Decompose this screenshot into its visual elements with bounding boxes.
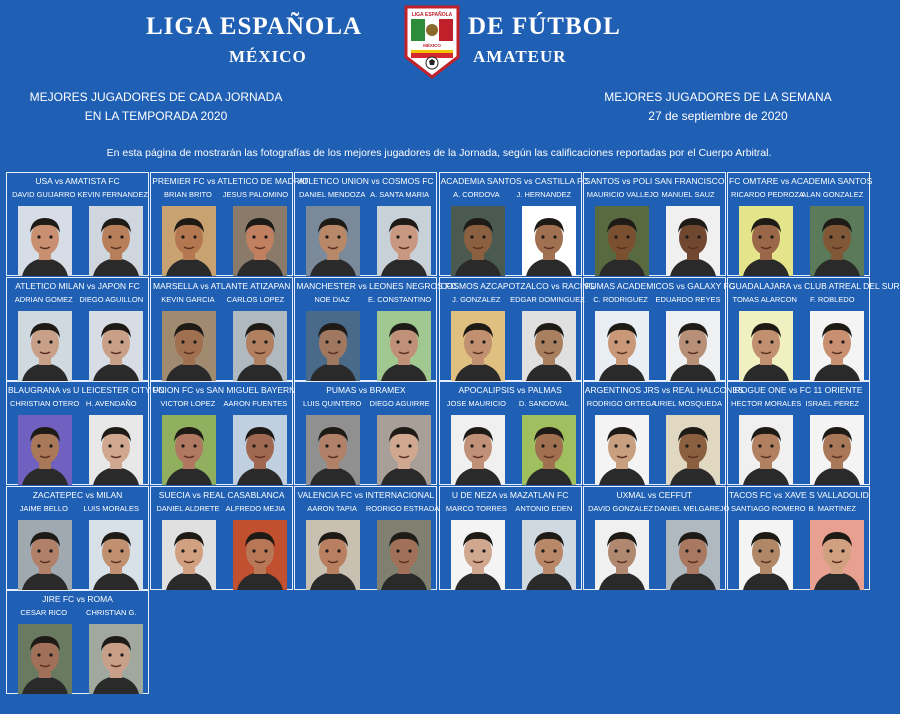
player-names [443,399,578,408]
match-card [6,172,149,276]
player-photo [377,520,431,590]
match-title: JIRE FC vs ROMA [42,594,113,604]
player-names [731,190,866,199]
player-name: JOSE MAURICIO [446,399,506,408]
match-title: MARSELLA vs ATLANTE ATIZAPAN [152,280,291,291]
match-title: ACADEMIA SANTOS vs CASTILLA FC [440,176,589,186]
match-card [6,277,149,381]
player-photo [666,415,720,485]
match-card [294,381,437,485]
match-title: PREMIER FC vs ATLETICO DE MADRID [152,176,309,186]
match-title: ROGUE ONE vs FC 11 ORIENTE [734,385,863,395]
player-name: RICARDO PEDROZA [731,190,804,199]
player-name: D. SANDOVAL [518,399,569,408]
player-name: URIEL MOSQUEDA [654,399,722,408]
player-name: AARON FUENTES [223,399,288,408]
match-card [6,590,149,694]
player-photo [451,415,505,485]
player-photo [306,520,360,590]
player-names [10,504,145,513]
player-name: CHRISTIAN OTERO [10,399,80,408]
player-photo [810,520,864,590]
player-name: ISRAEL PEREZ [805,399,859,408]
player-name: DANIEL MELGAREJO [654,503,730,513]
player-photo [595,520,649,590]
player-photo [451,520,505,590]
player-names [587,399,722,408]
player-photo [377,415,431,485]
logo-text-mid: MÉXICO [423,43,441,48]
player-photo [18,624,72,694]
player-photo [810,415,864,485]
match-card [439,486,582,590]
player-name: E. CONSTANTINO [368,294,432,304]
player-name: JESUS PALOMINO [222,190,289,199]
player-photo [306,311,360,381]
match-card [439,172,589,276]
match-title: SANTOS vs POLI SAN FRANCISCO [584,176,725,186]
player-name: DANIEL MENDOZA [298,190,366,199]
player-photo [306,206,360,276]
match-title: MANCHESTER vs LEONES NEGROS FC [296,280,457,291]
match-title: UNION FC vs SAN MIGUEL BAYERN [152,385,296,395]
player-name: ANTONIO EDEN [515,503,573,513]
player-names [443,294,585,304]
player-photo [306,415,360,485]
match-title: COSMOS AZCAPOTZALCO vs RACING [440,280,596,291]
player-names [731,504,866,513]
section-left-line1: MEJORES JUGADORES DE CADA JORNADA [29,90,283,104]
title-liga-espanola: LIGA ESPAÑOLA [146,13,363,40]
player-names [587,503,730,513]
match-card [294,486,440,590]
player-names [298,399,433,408]
match-title: APOCALIPSIS vs PALMAS [458,385,562,395]
player-photo [18,206,72,276]
player-photo [233,311,287,381]
player-names [731,399,866,408]
player-names [298,190,433,199]
match-card [294,277,457,381]
player-photo [666,520,720,590]
match-card [439,381,582,485]
match-title: ARGENTINOS JRS vs REAL HALCONES [584,385,744,395]
match-card [150,277,293,381]
player-photo [18,415,72,485]
match-title: PUMAS vs BRAMEX [326,385,406,395]
player-photo [89,520,143,590]
player-name: B. MARTINEZ [808,503,856,513]
player-photo [18,311,72,381]
player-photo [522,415,576,485]
player-name: EDGAR DOMINGUEZ [510,294,585,304]
match-title: ATLETICO UNION vs COSMOS FC [298,176,434,186]
player-photo [810,206,864,276]
player-photo [522,520,576,590]
player-name: C. RODRIGUEZ [593,294,648,304]
match-card [727,381,870,485]
player-photo [666,206,720,276]
player-name: J. GONZALEZ [452,294,501,304]
player-name: DAVID GUIJARRO [12,190,76,199]
player-photo [89,624,143,694]
player-name: RODRIGO ESTRADA [365,503,440,513]
player-names [587,295,722,304]
player-photo [666,311,720,381]
player-photo [89,206,143,276]
player-name: CESAR RICO [20,608,68,617]
player-names [154,190,289,199]
player-name: NOE DIAZ [314,294,350,304]
title-mexico: MÉXICO [229,47,307,66]
player-name: MARCO TORRES [445,503,507,513]
player-photo [162,415,216,485]
player-name: VICTOR LOPEZ [160,399,216,408]
title-amateur: AMATEUR [473,47,567,66]
player-name: MAURICIO VALLEJO [586,190,659,199]
player-names [10,295,145,304]
player-name: AARON TAPIA [307,503,358,513]
match-title: U DE NEZA vs MAZATLAN FC [451,489,569,500]
player-name: LUIS QUINTERO [302,399,362,408]
match-card [439,277,596,381]
intro-text: En esta página de mostrarán las fotografías de los mejores jugadores de la Jornada, según las calificaciones reportadas por el Cuerpo Arbitral. [106,147,772,159]
player-name: DANIEL ALDRETE [156,503,220,513]
player-names [298,295,433,304]
player-photo [162,520,216,590]
player-photo [162,206,216,276]
player-name: LUIS MORALES [83,503,139,513]
player-photo [89,311,143,381]
player-name: H. AVENDAÑO [85,399,137,408]
player-name: BRIAN BRITO [164,190,212,199]
player-name: DIEGO AGUIRRE [369,399,430,408]
player-photo [89,415,143,485]
player-photo [739,311,793,381]
player-photo [377,206,431,276]
match-title: PUMAS ACADEMICOS vs GALAXY FC [584,280,735,291]
player-name: CHRISTIAN G. [86,608,137,617]
player-photo [451,206,505,276]
match-title: UXMAL vs CEFFUT [616,489,693,500]
player-name: A. SANTA MARIA [370,190,430,199]
player-name: KEVIN GARCIA [161,294,215,304]
player-name: ADRIAN GOMEZ [14,294,73,304]
player-name: SANTIAGO ROMERO [731,503,806,513]
section-left-line2: EN LA TEMPORADA 2020 [84,109,228,123]
player-name: J. HERNANDEZ [516,190,572,199]
player-names [10,190,148,199]
player-name: CARLOS LOPEZ [226,294,285,304]
player-name: JAIME BELLO [19,503,68,513]
player-name: TOMAS ALARCON [732,294,797,304]
player-photo [739,415,793,485]
match-title: USA vs AMATISTA FC [35,176,120,186]
player-names [154,504,289,513]
player-name: DAVID GONZALEZ [588,503,653,513]
player-names [443,504,578,513]
match-card [583,277,735,381]
player-name: ALAN GONZALEZ [801,190,864,199]
match-title: FC OMTARE vs ACADEMIA SANTOS [729,176,873,186]
match-card [150,172,309,276]
player-names [154,399,289,408]
match-card [583,381,744,485]
match-card [150,486,293,590]
player-photo [233,206,287,276]
match-card [727,486,870,590]
player-photo [522,206,576,276]
player-photo [233,415,287,485]
match-card [727,172,873,276]
player-photo [739,520,793,590]
player-name: DIEGO AGUILLON [79,294,144,304]
player-name: MANUEL SAUZ [661,190,715,199]
player-photo [451,311,505,381]
player-name: KEVIN FERNANDEZ [77,190,148,199]
match-title: ATLETICO MILAN vs JAPON FC [15,280,140,291]
player-photo [595,311,649,381]
title-de-futbol: DE FÚTBOL [468,13,621,40]
player-name: A. CORDOVA [453,190,500,199]
player-name: F. ROBLEDO [809,294,855,304]
match-card [6,486,149,590]
player-photo [595,206,649,276]
player-names [443,190,578,199]
match-card [583,486,730,590]
player-names [298,503,440,513]
match-title: ZACATEPEC vs MILAN [32,489,123,500]
player-photo [522,311,576,381]
player-name: EDUARDO REYES [655,294,721,304]
match-title: BLAUGRANA vs U LEICESTER CITY FC [8,385,165,395]
match-title: VALENCIA FC vs INTERNACIONAL [297,489,435,500]
player-photo [377,311,431,381]
match-card [150,381,296,485]
player-names [587,190,722,199]
match-card [727,277,900,381]
match-title: GUADALAJARA vs CLUB ATREAL DEL SUR [729,280,900,291]
player-name: HECTOR MORALES [731,399,802,408]
player-names [731,295,866,304]
player-photo [233,520,287,590]
player-photo [595,415,649,485]
league-logo [404,5,460,79]
player-name: ALFREDO MEJIA [225,503,286,513]
section-right-line2: 27 de septiembre de 2020 [648,109,788,123]
player-name: RODRIGO ORTEGA [586,399,657,408]
match-card [583,172,726,276]
section-right-line1: MEJORES JUGADORES DE LA SEMANA [604,90,832,104]
match-title: SUECIA vs REAL CASABLANCA [158,489,285,500]
match-title: TACOS FC vs XAVE S VALLADOLID [729,489,869,500]
player-photo [739,206,793,276]
player-photo [810,311,864,381]
player-photo [162,311,216,381]
match-card [6,381,165,485]
player-names [10,608,145,617]
match-card [294,172,437,276]
player-names [154,295,289,304]
player-names [10,399,145,408]
logo-text-top: LIGA ESPAÑOLA [411,12,453,18]
player-photo [18,520,72,590]
